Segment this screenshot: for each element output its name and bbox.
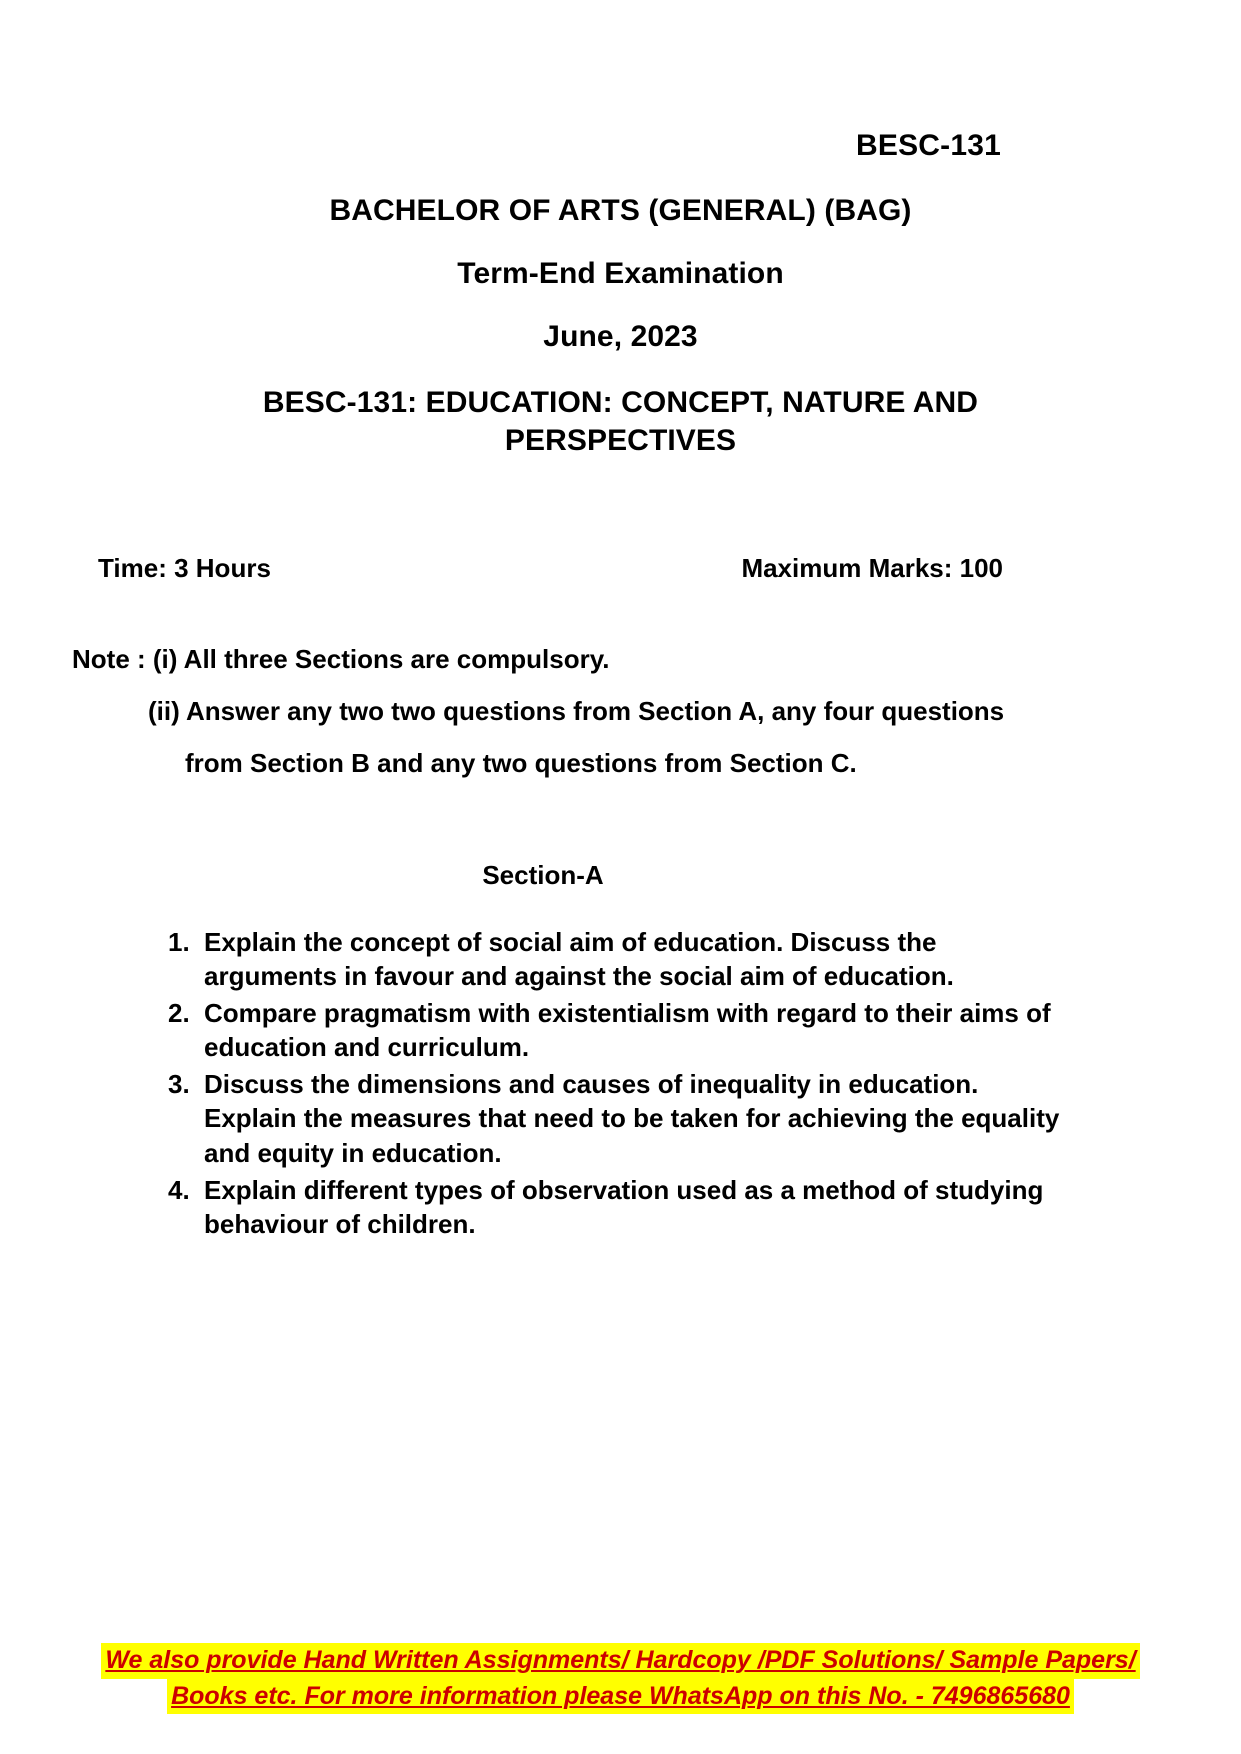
course-code: BESC-131 — [856, 129, 1001, 162]
question-text: Compare pragmatism with existentialism with regard to their aims of education and curriculum. — [204, 997, 1051, 1063]
exam-duration: Time: 3 Hours — [98, 552, 271, 583]
question-item — [168, 1173, 1073, 1242]
exam-type: Term-End Examination — [457, 257, 784, 290]
note-line-ii-continued: from Section B and any two questions from Section C. — [185, 747, 857, 778]
promotional-footer — [0, 1643, 1241, 1714]
promo-line-1: We also provide Hand Written Assignments/ Hardcopy /PDF Solutions/ Sample Papers/ — [101, 1643, 1139, 1679]
promo-line-2: Books etc. For more information please WhatsApp on this No. - 7496865680 — [167, 1679, 1074, 1715]
section-a-question-list — [0, 925, 1241, 1242]
paper-title-line-1: BESC-131: EDUCATION: CONCEPT, NATURE AND — [262, 386, 979, 419]
title-block — [0, 194, 1241, 457]
instructions-note — [0, 643, 1241, 778]
paper-title-line-2: PERSPECTIVES — [504, 423, 737, 457]
exam-meta-row — [0, 553, 1241, 584]
question-number: 3. — [168, 1068, 190, 1099]
question-item — [168, 996, 1073, 1065]
question-number: 4. — [168, 1174, 190, 1205]
question-number: 1. — [168, 926, 190, 957]
note-line-ii: (ii) Answer any two two questions from Section A, any four questions — [148, 695, 1005, 726]
exam-session: June, 2023 — [543, 320, 698, 353]
question-item — [168, 1067, 1073, 1171]
program-title: BACHELOR OF ARTS (GENERAL) (BAG) — [329, 194, 912, 227]
question-text: Discuss the dimensions and causes of inequality in education. Explain the measures that need to be taken for achieving the equality and equity in education. — [204, 1068, 1060, 1168]
question-text: Explain the concept of social aim of education. Discuss the arguments in favour and against the social aim of education. — [204, 926, 954, 992]
maximum-marks: Maximum Marks: 100 — [741, 552, 1003, 583]
question-text: Explain different types of observation used as a method of studying behaviour of children. — [204, 1174, 1044, 1240]
note-line-i: Note : (i) All three Sections are compulsory. — [72, 643, 610, 674]
document-header — [0, 0, 1241, 457]
section-a-heading: Section-A — [482, 859, 604, 890]
question-number: 2. — [168, 997, 190, 1028]
question-item — [168, 925, 1073, 994]
